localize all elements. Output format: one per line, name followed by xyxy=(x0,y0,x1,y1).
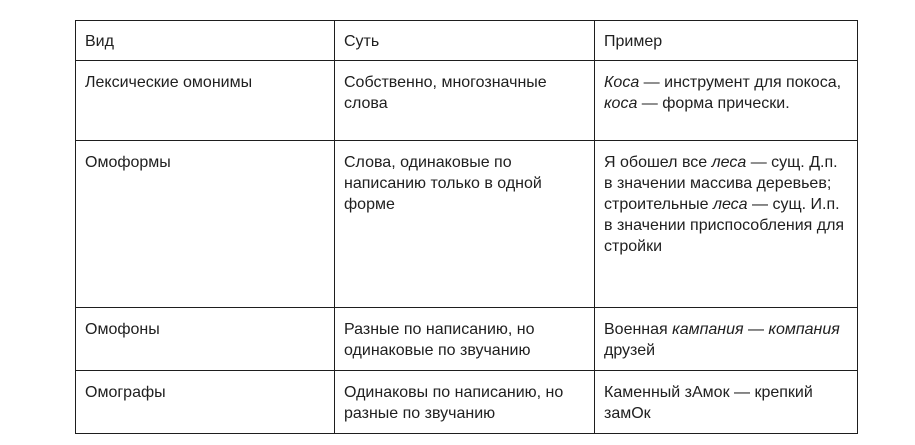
row-example xyxy=(595,141,858,308)
example-line xyxy=(604,194,848,257)
row-type: Омоформы xyxy=(76,141,335,308)
table-row xyxy=(76,141,858,308)
header-type: Вид xyxy=(76,21,335,61)
example-text: Я обошел все xyxy=(604,154,712,171)
row-essence: Одинаковы по написанию, но разные по звучанию xyxy=(335,371,595,434)
row-essence: Слова, одинаковые по написанию только в одной форме xyxy=(335,141,595,308)
example-word: коса xyxy=(604,95,638,112)
example-text: Военная xyxy=(604,321,673,338)
header-example: Пример xyxy=(595,21,858,61)
row-type: Лексические омонимы xyxy=(76,61,335,141)
row-essence: Собственно, многозначные слова xyxy=(335,61,595,141)
homonyms-table xyxy=(75,20,858,434)
example-text: друзей xyxy=(604,342,656,359)
example-text: — форма прически. xyxy=(637,95,790,112)
example-word: кампания xyxy=(672,321,744,338)
example-word: Коса xyxy=(604,74,640,91)
row-example xyxy=(595,371,858,434)
example-word: леса xyxy=(712,196,748,213)
example-word: компания xyxy=(768,321,840,338)
table-row xyxy=(76,371,858,434)
table-header-row xyxy=(76,21,858,61)
example-text: Каменный зАмок — крепкий замОк xyxy=(604,384,813,422)
example-text: — инструмент для покоса, xyxy=(639,74,842,91)
example-word: леса xyxy=(711,154,747,171)
header-essence: Суть xyxy=(335,21,595,61)
row-example xyxy=(595,61,858,141)
example-text: — сущ. И.п. в значении приспособления для стройки xyxy=(604,196,845,255)
example-line xyxy=(604,152,848,194)
row-type: Омографы xyxy=(76,371,335,434)
example-text: — xyxy=(743,321,769,338)
example-text: — сущ. Д.п. в значении массива деревьев; xyxy=(604,154,838,192)
row-essence: Разные по написанию, но одинаковые по звучанию xyxy=(335,308,595,371)
row-example xyxy=(595,308,858,371)
example-text: строительные xyxy=(604,196,713,213)
table-row xyxy=(76,308,858,371)
table-row xyxy=(76,61,858,141)
row-type: Омофоны xyxy=(76,308,335,371)
